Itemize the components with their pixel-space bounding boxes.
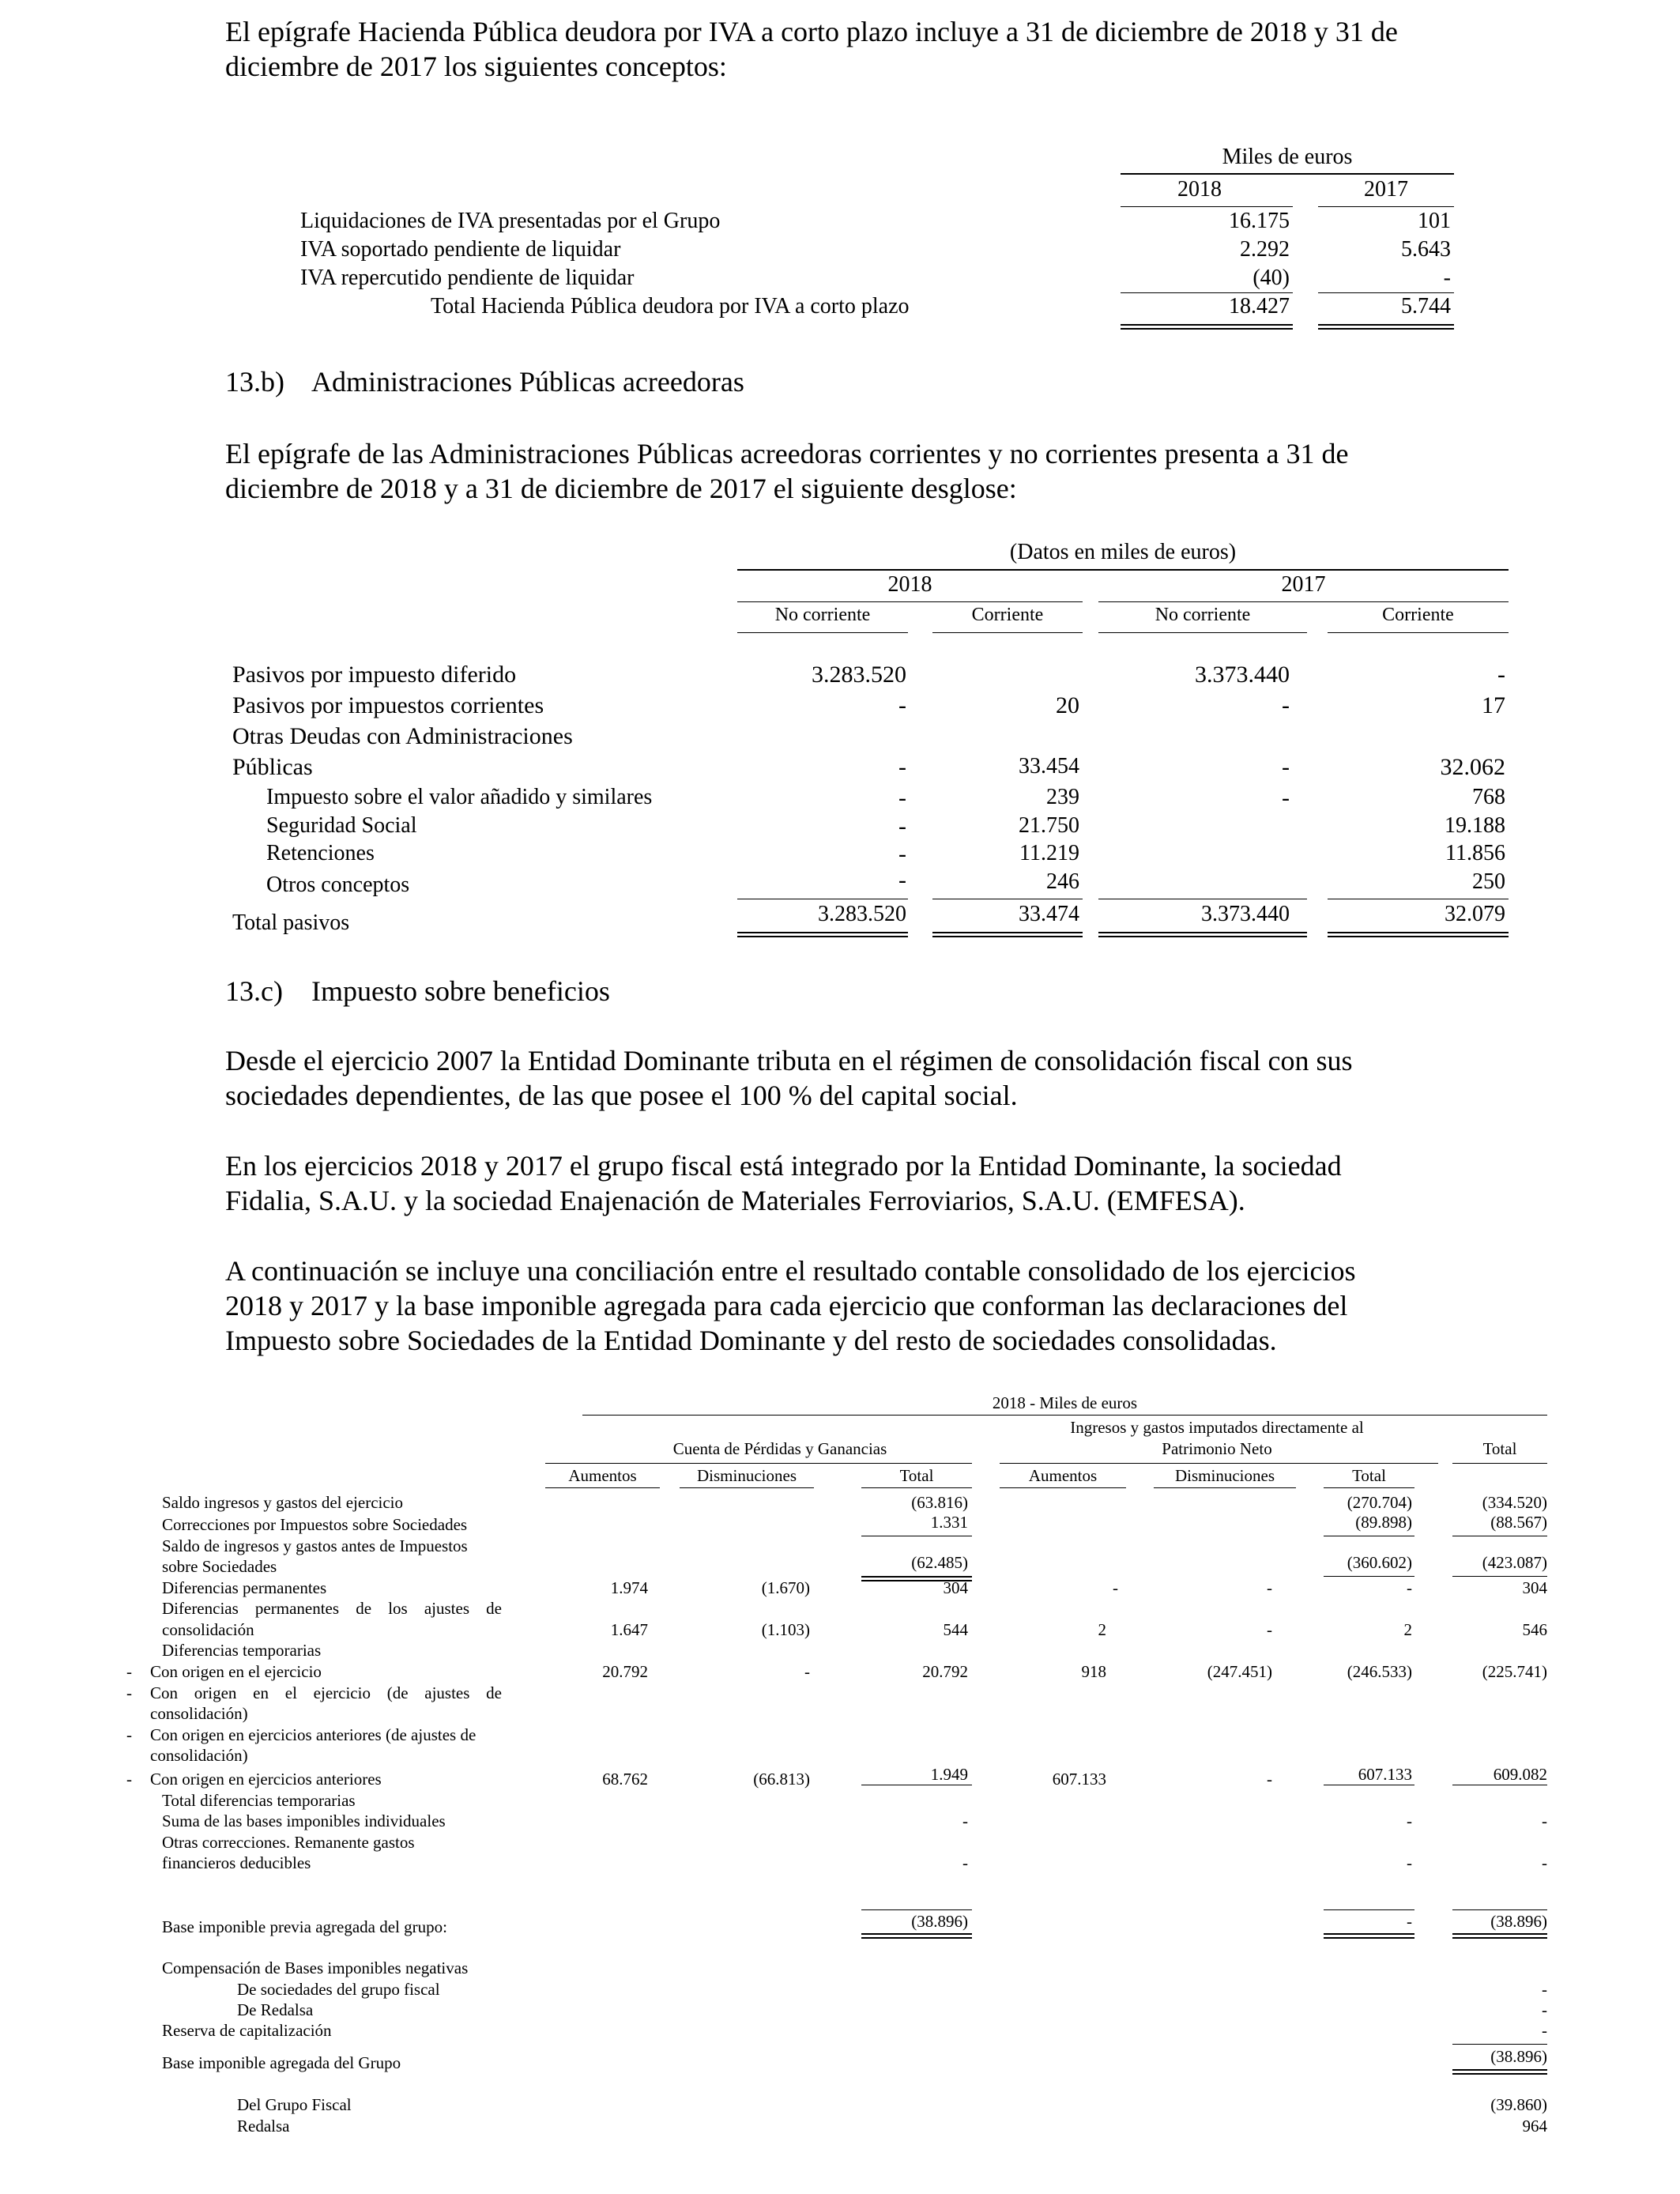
recon-sub-total: Total (1352, 1466, 1386, 1485)
recon-cell: 607.133 (1052, 1770, 1106, 1789)
recon-cell: 1.331 (930, 1513, 968, 1532)
admin-cell: - (898, 841, 906, 867)
admin-row-label: Seguridad Social (266, 813, 417, 838)
iva-row-value-2018: 2.292 (1240, 237, 1290, 262)
iva-year-2018: 2018 (1177, 177, 1222, 202)
admin-subhead: No corriente (774, 605, 871, 625)
admin-row-label: Pasivos por impuestos corrientes (232, 692, 544, 718)
recon-row-label: Del Grupo Fiscal (237, 2095, 352, 2114)
iva-row-label: IVA repercutido pendiente de liquidar (300, 266, 635, 290)
admin-cell: 33.454 (1019, 754, 1079, 778)
iva-row-value-2017: 5.643 (1401, 237, 1451, 262)
recon-cell: (88.567) (1490, 1513, 1547, 1532)
recon-group-pn-2: Patrimonio Neto (1162, 1439, 1272, 1458)
iva-row-value-2018: (40) (1252, 266, 1290, 290)
section-b-heading: 13.b) Administraciones Públicas acreedoras (225, 366, 744, 398)
admin-year-2017: 2017 (1281, 572, 1326, 597)
recon-cell: (38.896) (1490, 2047, 1547, 2066)
iva-row-label: Liquidaciones de IVA presentadas por el Grupo (300, 209, 721, 233)
para-c3: A continuación se incluye una conciliación entre el resultado contable consolidado de los ejercicios 2018 y 2017 y la base imponible agregada para cada ejercicio que conforman las declaraciones del Impuesto sobre Sociedades de la Entidad Dominante y del resto de sociedades consolidadas. (225, 1255, 1356, 1356)
admin-cell: - (1497, 662, 1505, 688)
recon-row-label: Diferencias permanentes (162, 1578, 327, 1597)
admin-total-cell: 3.373.440 (1201, 902, 1290, 926)
admin-cell: 250 (1472, 869, 1505, 894)
recon-cell: (62.485) (911, 1553, 968, 1572)
admin-year-2018: 2018 (887, 572, 932, 597)
admin-total-label: Total pasivos (232, 910, 350, 935)
iva-total-label: Total Hacienda Pública deudora por IVA a corto plazo (431, 294, 910, 319)
recon-cell: (247.451) (1207, 1662, 1272, 1681)
admin-cell: - (898, 754, 906, 780)
admin-cell: 239 (1046, 785, 1079, 809)
recon-cell: - (1407, 1578, 1412, 1597)
recon-cell: 304 (1522, 1578, 1547, 1597)
recon-cell: - (1407, 1912, 1412, 1931)
recon-cell: (423.087) (1482, 1553, 1547, 1572)
recon-cell: 1.949 (930, 1765, 968, 1784)
iva-year-2017: 2017 (1364, 177, 1408, 202)
recon-row-label: sobre Sociedades (162, 1557, 277, 1576)
admin-row-label: Pasivos por impuesto diferido (232, 662, 517, 688)
admin-cell: 11.856 (1445, 841, 1505, 865)
recon-row-label: Compensación de Bases imponibles negativas (162, 1958, 469, 1977)
recon-cell: 546 (1522, 1620, 1547, 1639)
recon-title: 2018 - Miles de euros (992, 1393, 1138, 1412)
recon-cell: (1.103) (761, 1620, 810, 1639)
recon-row-label: Con origen en el ejercicio (150, 1662, 322, 1681)
recon-row-label: Base imponible agregada del Grupo (162, 2053, 401, 2072)
recon-row-label: Suma de las bases imponibles individuales (162, 1811, 446, 1830)
recon-row-label: De Redalsa (237, 2000, 314, 2019)
intro-iva-paragraph: El epígrafe Hacienda Pública deudora por IVA a corto plazo incluye a 31 de diciembre de 2018 y 31 de diciembre de 2017 los siguientes conceptos: (225, 16, 1398, 82)
recon-row-label: Total diferencias temporarias (162, 1791, 356, 1810)
admin-total-cell: 3.283.520 (818, 902, 906, 926)
recon-row-label: Redalsa (237, 2117, 290, 2136)
recon-cell: - (1542, 2021, 1547, 2040)
admin-cell: 3.283.520 (812, 662, 906, 688)
recon-cell: 607.133 (1358, 1765, 1412, 1784)
iva-row-value-2017: 101 (1418, 209, 1451, 233)
recon-cell: (225.741) (1482, 1662, 1547, 1681)
admin-row-label: Públicas (232, 754, 313, 780)
admin-unit-header: (Datos en miles de euros) (1009, 540, 1237, 564)
recon-cell: - (1542, 1853, 1547, 1872)
recon-cell: (38.896) (1490, 1912, 1547, 1931)
recon-cell: - (1267, 1620, 1272, 1639)
section-c-heading: 13.c) Impuesto sobre beneficios (225, 975, 610, 1007)
recon-cell: - (1542, 2000, 1547, 2019)
recon-cell: 964 (1522, 2117, 1547, 2136)
iva-row-value-2018: 16.175 (1229, 209, 1290, 233)
recon-cell: - (1407, 1853, 1412, 1872)
recon-group-pyg: Cuenta de Pérdidas y Ganancias (672, 1439, 887, 1458)
recon-row-label: financieros deducibles (162, 1853, 311, 1872)
para-c1: Desde el ejercicio 2007 la Entidad Dominante tributa en el régimen de consolidación fiscal con sus sociedades dependientes, de las que posee el 100 % del capital social. (225, 1045, 1353, 1111)
recon-row-label: Con origen en ejercicios anteriores (de ajustes de (150, 1725, 477, 1744)
recon-cell: (63.816) (911, 1493, 968, 1512)
recon-row-label: Reserva de capitalización (162, 2021, 332, 2040)
recon-cell: (334.520) (1482, 1493, 1547, 1512)
recon-cell: 20.792 (922, 1662, 968, 1681)
recon-cell: - (1267, 1578, 1272, 1597)
recon-sub-disminuciones: Disminuciones (697, 1466, 797, 1485)
admin-cell: 17 (1482, 692, 1505, 718)
admin-row-label: Otros conceptos (266, 873, 410, 897)
recon-cell: 918 (1081, 1662, 1106, 1681)
iva-row-label: IVA soportado pendiente de liquidar (300, 237, 621, 262)
recon-cell: - (1267, 1770, 1272, 1789)
recon-cell: 304 (943, 1578, 968, 1597)
admin-cell: - (1282, 785, 1290, 811)
recon-sub-aumentos: Aumentos (568, 1466, 637, 1485)
recon-row-label: Otras correcciones. Remanente gastos (162, 1833, 415, 1852)
recon-cell: (270.704) (1347, 1493, 1412, 1512)
admin-cell: 19.188 (1445, 813, 1505, 838)
recon-row-label: Diferencias permanentes de los ajustes de (162, 1599, 502, 1618)
admin-cell: 20 (1056, 692, 1079, 718)
recon-sub-disminuciones: Disminuciones (1175, 1466, 1275, 1485)
recon-sub-aumentos: Aumentos (1028, 1466, 1098, 1485)
recon-cell: - (962, 1811, 968, 1830)
recon-total-head: Total (1482, 1439, 1517, 1458)
recon-row-label: Diferencias temporarias (162, 1641, 322, 1660)
recon-cell: - (1542, 1980, 1547, 1999)
admin-row-label: Retenciones (266, 841, 375, 865)
recon-cell: (39.860) (1490, 2095, 1547, 2114)
recon-row-label: consolidación) (150, 1704, 248, 1723)
recon-row-label: Con origen en el ejercicio (de ajustes de (150, 1683, 502, 1702)
admin-cell: 21.750 (1019, 813, 1079, 838)
para-c2: En los ejercicios 2018 y 2017 el grupo fiscal está integrado por la Entidad Dominante, la sociedad Fidalia, S.A.U. y la sociedad Enajenación de Materiales Ferroviarios, S.A.U. (EMFESA). (225, 1150, 1342, 1216)
admin-cell: - (898, 785, 906, 811)
iva-unit-header: Miles de euros (1222, 145, 1353, 169)
recon-cell: - (1407, 1811, 1412, 1830)
recon-row-label: Con origen en ejercicios anteriores (150, 1770, 382, 1789)
admin-cell: - (1282, 754, 1290, 780)
recon-row-label: Saldo de ingresos y gastos antes de Impuestos (162, 1536, 468, 1555)
recon-row-label: consolidación) (150, 1746, 248, 1765)
recon-cell: - (962, 1853, 968, 1872)
admin-cell: 32.062 (1440, 754, 1505, 780)
admin-cell: - (898, 692, 906, 718)
admin-cell: - (1282, 692, 1290, 718)
recon-cell: 2 (1403, 1620, 1412, 1639)
admin-row-label: Otras Deudas con Administraciones (232, 723, 573, 749)
iva-total-2017: 5.744 (1401, 294, 1451, 319)
iva-row-value-2017: - (1443, 266, 1451, 290)
recon-sub-total: Total (899, 1466, 934, 1485)
recon-cell: - (1542, 1811, 1547, 1830)
recon-cell: 2 (1098, 1620, 1106, 1639)
admin-total-cell: 33.474 (1019, 902, 1079, 926)
recon-cell: (1.670) (761, 1578, 810, 1597)
recon-row-label: consolidación (162, 1620, 254, 1639)
admin-cell: 246 (1046, 869, 1079, 894)
admin-cell: - (898, 867, 906, 893)
admin-cell: 3.373.440 (1195, 662, 1290, 688)
recon-cell: (246.533) (1347, 1662, 1412, 1681)
recon-row-label: Correcciones por Impuestos sobre Sociedades (162, 1515, 468, 1534)
recon-cell: - (1113, 1578, 1118, 1597)
recon-cell: (89.898) (1355, 1513, 1412, 1532)
admin-total-cell: 32.079 (1445, 902, 1505, 926)
recon-cell: (360.602) (1347, 1553, 1412, 1572)
recon-group-pn-1: Ingresos y gastos imputados directamente al (1070, 1418, 1364, 1437)
recon-row-label: Saldo ingresos y gastos del ejercicio (162, 1493, 404, 1512)
admin-subhead: Corriente (1382, 605, 1454, 625)
admin-subhead: Corriente (971, 605, 1044, 625)
recon-cell: (38.896) (911, 1912, 968, 1931)
admin-cell: - (898, 813, 906, 839)
recon-cell: - (804, 1662, 810, 1681)
recon-row-label: De sociedades del grupo fiscal (237, 1980, 440, 1999)
recon-cell: (66.813) (753, 1770, 810, 1789)
recon-cell: 20.792 (602, 1662, 648, 1681)
admin-cell: 768 (1472, 785, 1505, 809)
recon-row-label: Base imponible previa agregada del grupo: (162, 1917, 447, 1936)
iva-total-2018: 18.427 (1229, 294, 1290, 319)
recon-cell: 609.082 (1493, 1765, 1547, 1784)
admin-subhead: No corriente (1155, 605, 1251, 625)
recon-cell: 544 (943, 1620, 968, 1639)
admin-cell: 11.219 (1019, 841, 1079, 865)
admin-row-label: Impuesto sobre el valor añadido y similares (266, 785, 653, 809)
recon-cell: 1.647 (610, 1620, 648, 1639)
intro-b-paragraph: El epígrafe de las Administraciones Públicas acreedoras corrientes y no corrientes presenta a 31 de diciembre de 2018 y a 31 de diciembre de 2017 el siguiente desglose: (225, 438, 1349, 504)
recon-cell: 68.762 (602, 1770, 648, 1789)
recon-cell: 1.974 (610, 1578, 648, 1597)
